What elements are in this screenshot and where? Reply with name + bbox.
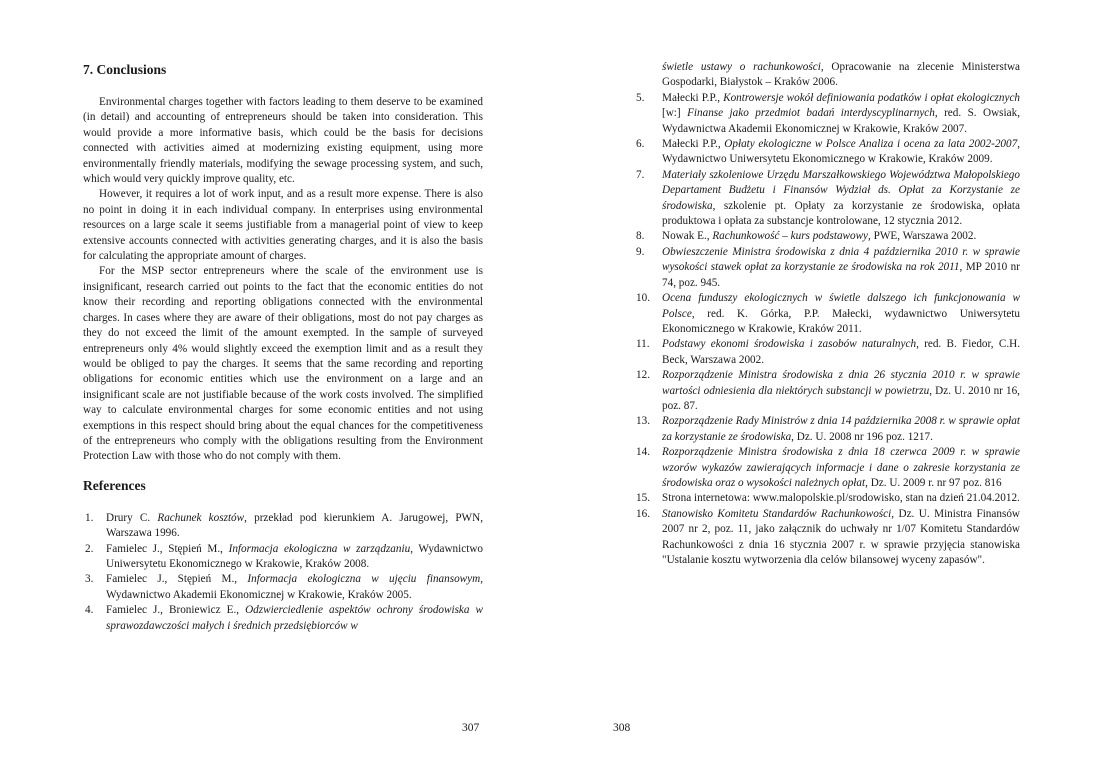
reference-authors: Małecki P.P., [662,91,724,104]
reference-number: 2. [85,542,94,555]
references-list-right [636,91,1020,569]
reference-title: Rachunkowość – kurs podstawowy [712,230,869,243]
reference-number: 15. [636,492,650,505]
reference-title: Informacja ekologiczna w zarządzaniu [228,542,411,555]
reference-number: 10. [636,292,650,305]
reference-title: Opłaty ekologiczne w Polsce Analiza i ocena za lata 2002-2007 [724,138,1018,151]
reference-details: , Opracowanie na zlecenie Ministerstwa Gospodarki, Białystok – Kraków 2006. [662,61,1020,89]
reference-item [636,337,1020,368]
page-number-left: 307 [462,722,480,734]
reference-authors: Famielec J., Broniewicz E., [106,604,246,617]
reference-title: Rachunek kosztów [157,511,245,524]
reference-number: 7. [636,168,645,181]
reference-item [636,245,1020,291]
reference-number: 8. [636,230,645,243]
reference-number: 12. [636,369,650,382]
reference-item [636,368,1020,414]
conclusions-paragraph-3: For the MSP sector entrepreneurs where the scale of the environment use is insignificant, research carried out points to the fact that the economic entities do not know their recording and reporting obligations connected with the environmental charges. In cases where they are aware of their obligations, most do not pay charges as they do not exceed the limit of the amount exempted. In the sample of surveyed entrepreneurs only 4% would slightly exceed the exemption limit and as a result they would be obliged to pay the charges. It seems that the same recording and reporting obligations for economic entities which use the environment on a large and an insignificant scale are not justifiable because of the work costs involved. The simplified way to calculate environmental charges for some economic entities and not using exemptions in this respect should bring about the equal chances for the competitiveness of the entrepreneurs who comply with the obligations resulting from the Environment Protection Law with those who do not comply with them. [83,265,483,463]
reference-item [636,91,1020,137]
references-heading: References [83,477,146,493]
reference-item [636,168,1020,230]
references-list-left [83,511,483,634]
reference-number: 1. [85,511,94,524]
right-page [550,0,1100,783]
reference-details: , Dz. U. 2010 nr 16, poz. 87. [662,384,1020,412]
reference-number: 5. [636,91,645,104]
reference-details: , Wydawnictwo Akademii Ekonomicznej w Krakowie, Kraków 2005. [106,573,483,601]
reference-authors: Strona internetowa: www.malopolskie.pl/srodowisko, stan na dzień 21.04.2012. [662,492,1020,505]
page-number-right: 308 [613,722,631,734]
reference-authors: Famielec J., Stępień M., [106,542,229,555]
reference-number: 4. [85,604,94,617]
right-page-column [636,60,1020,568]
reference-details: , red. K. Górka, P.P. Małecki, wydawnictwo Uniwersytetu Ekonomicznego w Krakowie, Kraków 2011. [662,307,1020,335]
conclusions-paragraph-2: However, it requires a lot of work input, and as a result more expense. There is also no point in doing it in each individual company. In enterprises using environmental resources on a large scale it seems justifiable from a managerial point of view to keep extensive accounts connected with activities generating charges, and it is also the basis for calculating the appropriate amount of charges. [83,188,483,263]
reference-connector: [w:] [662,107,688,120]
reference-details: , Wydawnictwo Uniwersytetu Ekonomicznego w Krakowie, Kraków 2008. [106,542,483,570]
reference-item [83,572,483,603]
reference-title: Kontrowersje wokół definiowania podatków i opłat ekologicznych [723,91,1021,104]
reference-number: 11. [636,338,650,351]
reference-authors: Famielec J., Stępień M., [106,573,248,586]
reference-item [636,137,1020,168]
reference-title: Stanowisko Komitetu Standardów Rachunkowości [662,507,892,520]
reference-authors: Małecki P.P., [662,138,725,151]
conclusions-heading: 7. Conclusions [83,62,167,77]
reference-number: 3. [85,573,94,586]
reference-item [636,491,1020,506]
reference-title: Ocena funduszy ekologicznych w świetle dalszego ich funkcjonowania w Polsce [662,292,1020,320]
reference-number: 13. [636,415,650,428]
reference-item [636,414,1020,445]
reference-item [83,511,483,542]
reference-title-secondary: Finanse jako przedmiot badań interdyscyplinarnych [687,107,935,120]
reference-item [636,507,1020,569]
reference-details: , MP 2010 nr 74, poz. 945. [662,261,1020,289]
reference-title: Rozporządzenie Ministra środowiska z dnia 18 czerwca 2009 r. w sprawie wzorów wykazów zawierających informacje i dane o zakresie korzystania ze środowiska oraz o wysokości należnych opłat [662,446,1020,489]
reference-details: , red. S. Owsiak, Wydawnictwa Akademii Ekonomicznej w Krakowie, Kraków 2007. [662,107,1021,135]
reference-item [636,445,1020,491]
reference-details: , szkolenie pt. Opłaty za korzystanie ze środowiska, opłata produktowa i opłata za substancje kontrolowane, 12 stycznia 2012. [662,199,1020,228]
reference-item [83,542,483,573]
reference-4-continuation [662,60,1020,91]
reference-number: 6. [636,138,645,151]
reference-item [83,603,483,634]
reference-details: , Dz. U. 2009 r. nr 97 poz. 816 [865,476,1002,489]
reference-details: , Wydawnictwo Uniwersytetu Ekonomicznego w Krakowie, Kraków 2009. [662,138,1021,166]
reference-title: Materiały szkoleniowe Urzędu Marszałkowskiego Województwa Małopolskiego Departament Budżetu i Finansów Wydział ds. Opłat za Korzystanie ze środowiska [662,168,1020,212]
conclusions-paragraph-1: Environmental charges together with factors leading to them deserve to be examined (in detail) and accounting of entrepreneurs should be taken into consideration. This would provide a more informative basis, which could be the basis for decisions connected with activities aimed at modernizing existing equipment, using more environmentally friendly materials, modifying the sewage processing system, and such, which would very quickly improve quality, etc. [83,96,483,186]
reference-title: świetle ustawy o rachunkowości [662,61,821,73]
reference-item [636,229,1020,244]
reference-authors: Drury C. [106,511,158,524]
left-page-column [83,60,483,634]
reference-title: Rozporządzenie Rady Ministrów z dnia 14 października 2008 r. w sprawie opłat za korzystanie ze środowiska [662,415,1020,443]
reference-title: Obwieszczenie Ministra środowiska z dnia 4 października 2010 r. w sprawie wysokości stawek opłat za korzystanie ze środowiska na rok 2011 [662,245,1020,274]
reference-authors: Nowak E., [662,230,713,243]
reference-details: , red. B. Fiedor, C.H. Beck, Warszawa 2002. [662,338,1020,366]
reference-details: , przekład pod kierunkiem A. Jarugowej, PWN, Warszawa 1996. [106,511,483,540]
reference-title: Odzwierciedlenie aspektów ochrony środowiska w sprawozdawczości małych i średnich przedsiębiorców w [106,604,483,632]
reference-title: Rozporządzenie Ministra środowiska z dnia 26 stycznia 2010 r. w sprawie wartości odniesienia dla niektórych substancji w powietrzu [662,369,1020,397]
reference-number: 14. [636,446,650,459]
reference-details: , PWE, Warszawa 2002. [868,230,977,243]
reference-details: , Dz. U. 2008 nr 196 poz. 1217. [791,430,933,443]
reference-details: , Dz. U. Ministra Finansów 2007 nr 2, poz. 11, jako załącznik do uchwały nr 1/07 Komitetu Standardów Rachunkowości z dnia 16 stycznia 2007 r. w sprawie przyjęcia stanowiska "Ustalanie kosztu wytworzenia dla celów bilansowej wyceny zapasów". [662,507,1020,566]
reference-number: 16. [636,507,650,520]
reference-title: Informacja ekologiczna w ujęciu finansowym [247,573,481,586]
reference-title: Podstawy ekonomi środowiska i zasobów naturalnych [662,338,917,351]
reference-number: 9. [636,245,645,258]
reference-item [636,291,1020,337]
